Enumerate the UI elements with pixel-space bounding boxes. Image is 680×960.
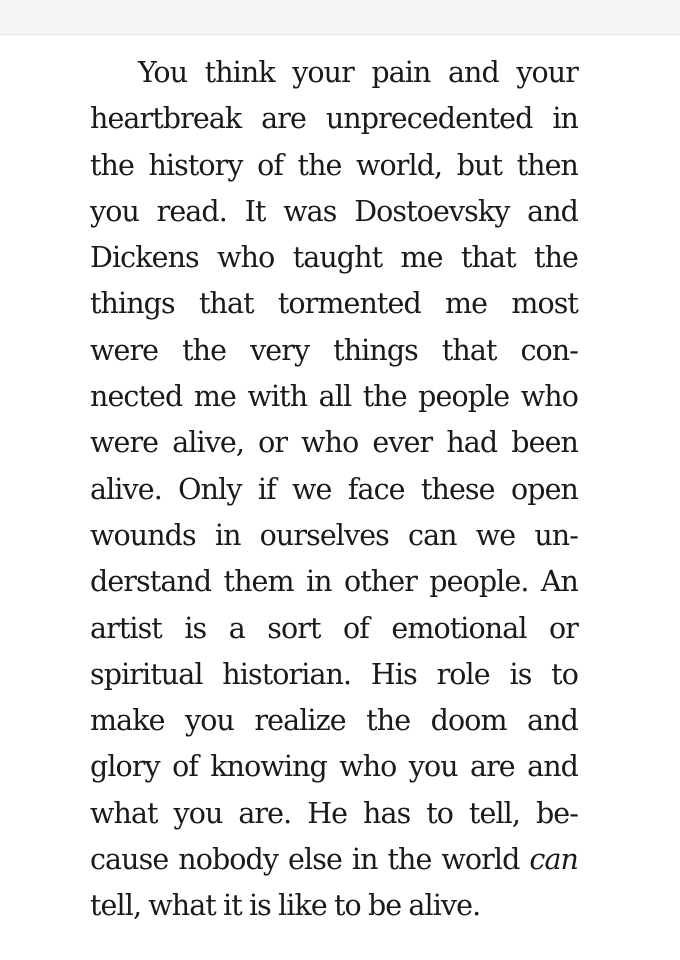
top-margin-band [0, 0, 680, 35]
text-line: you read. It was Dostoevsky and [90, 194, 578, 228]
text-line: the history of the world, but then [90, 148, 578, 182]
text-fragment: cause nobody else in the world [90, 843, 530, 877]
text-line: glory of knowing who you are and [90, 750, 578, 784]
text-line: were alive, or who ever had been [90, 426, 578, 460]
text-line: derstand them in other people. An [90, 565, 578, 599]
text-line: heartbreak are unprecedented in [90, 102, 578, 136]
text-line: make you realize the doom and [90, 704, 578, 738]
text-line: wounds in ourselves can we un- [90, 518, 578, 552]
text-line: nected me with all the people who [90, 380, 578, 414]
text-line: Dickens who taught me that the [90, 241, 578, 275]
text-line: things that tormented me most [90, 287, 578, 321]
text-line: artist is a sort of emotional or [90, 611, 578, 645]
quote-passage [90, 50, 578, 930]
text-line [90, 837, 578, 883]
text-line: alive. Only if we face these open [90, 472, 578, 506]
text-line: were the very things that con- [90, 333, 578, 367]
text-line-last: tell, what it is like to be alive. [90, 889, 481, 923]
text-line: You think your pain and your [138, 56, 578, 89]
text-line: what you are. He has to tell, be- [90, 796, 578, 830]
italic-emphasis: can [529, 843, 578, 877]
text-line: spiritual historian. His role is to [90, 657, 578, 691]
